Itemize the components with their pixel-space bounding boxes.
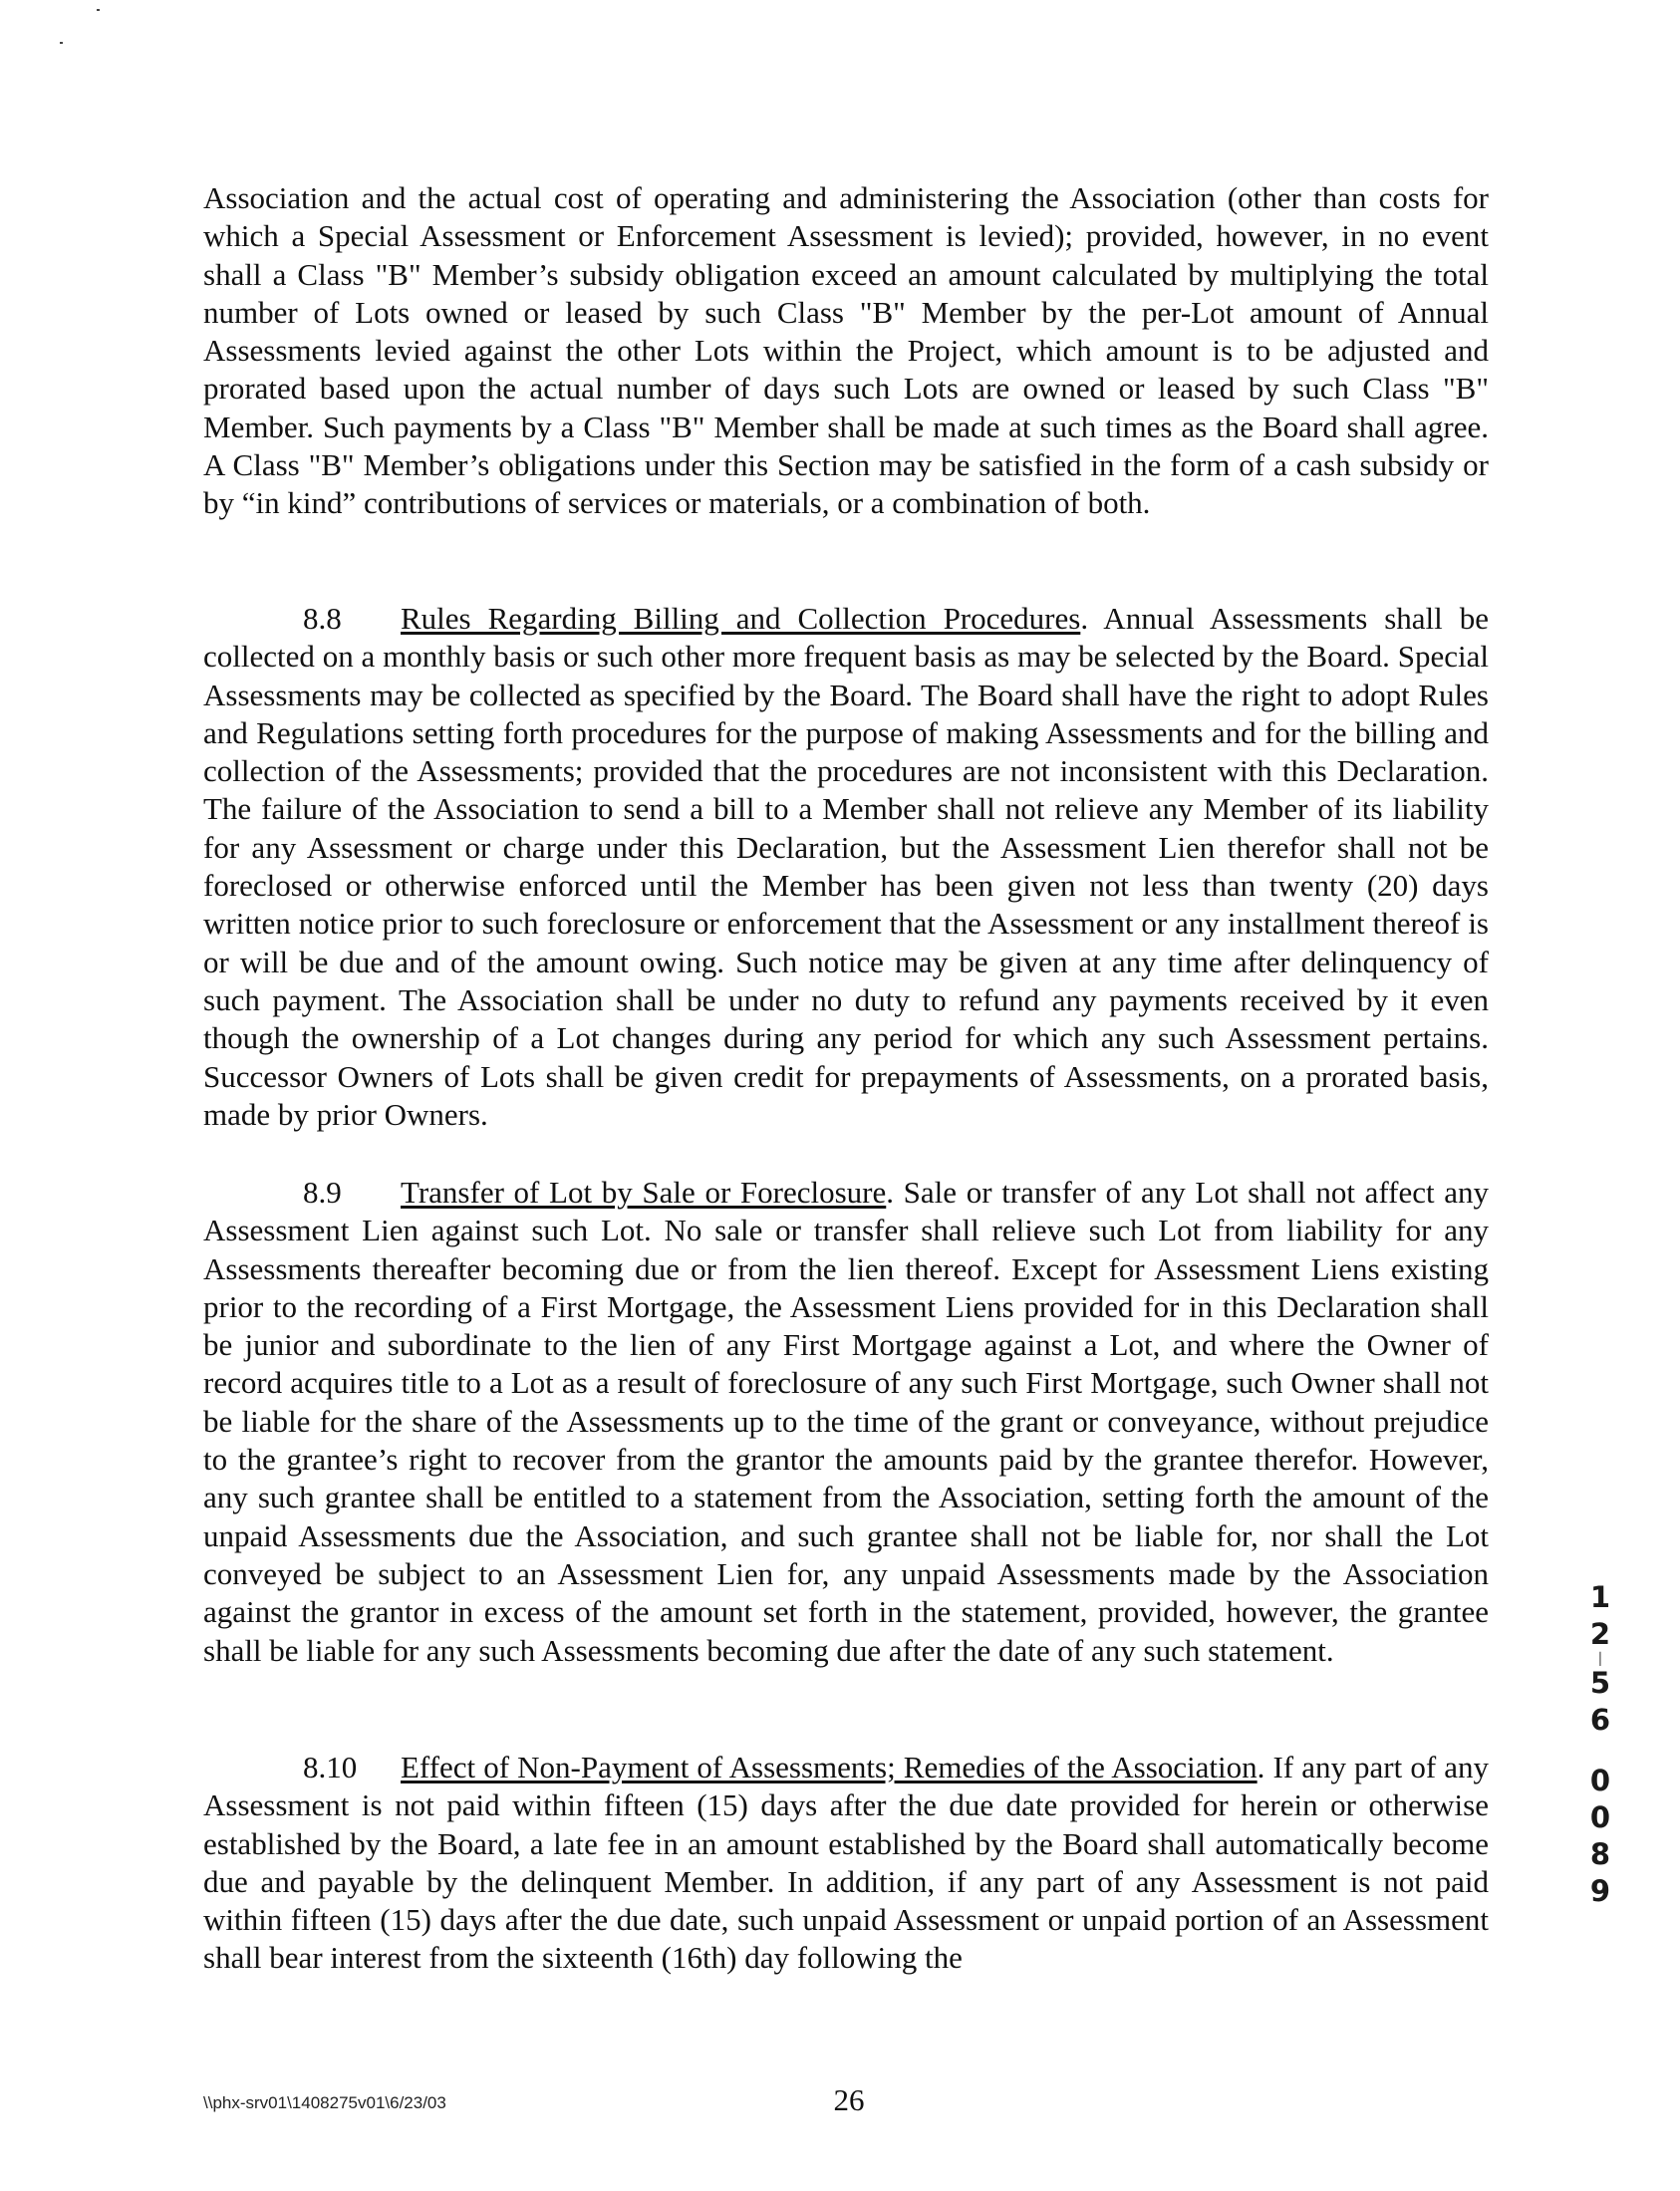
section-heading: Effect of Non-Payment of Assessments; Remedies of the Association (401, 1750, 1258, 1784)
section-8-10-paragraph (203, 1749, 1489, 1978)
section-number: 8.10 (303, 1750, 358, 1784)
stamp-digit: 5 (1589, 1666, 1611, 1700)
stamp-digit: 8 (1589, 1837, 1611, 1871)
section-8-9-paragraph (203, 1174, 1489, 1670)
section-number: 8.9 (303, 1175, 342, 1210)
stamp-gap (1582, 1739, 1618, 1763)
recording-stamp (1582, 1579, 1618, 1910)
paragraph-continued (203, 179, 1489, 523)
section-number: 8.8 (303, 601, 342, 636)
scan-speck (60, 42, 63, 44)
paragraph-text: . Sale or transfer of any Lot shall not affect any Assessment Lien against such Lot. No sale or transfer shall relieve such Lot from liability for any Assessments thereafter becoming due or from the lien thereof. Except for Assessment Liens existing prior to the recording of a First Mortgage, the Assessment Liens provided for in this Declaration shall be junior and subordinate to the lien of any First Mortgage against a Lot, and where the Owner of record acquires title to a Lot as a result of foreclosure of any such First Mortgage, such Owner shall not be liable for the share of the Assessments up to the time of the grant or conveyance, without prejudice to the grantee’s right to recover from the grantor the amounts paid by the grantee therefor. However, any such grantee shall be entitled to a statement from the Association, setting forth the amount of the unpaid Assessments due the Association, and such grantee shall not be liable for, nor shall the Lot conveyed be subject to an Assessment Lien for, any unpaid Assessments made by the Association against the grantor in excess of the amount set forth in the statement, provided, however, the grantee shall be liable for any such Assessments becoming due after the date of any such statement. (203, 1175, 1489, 1668)
stamp-digit: 0 (1589, 1764, 1611, 1797)
section-heading: Transfer of Lot by Sale or Foreclosure (401, 1175, 887, 1210)
stamp-digit: 9 (1589, 1874, 1611, 1908)
scan-speck (97, 9, 100, 11)
paragraph-text: . Annual Assessments shall be collected on a monthly basis or such other more frequent basis as may be selected by the Board. Special Assessments may be collected as specified by the Board. The Board shall have the right to adopt Rules and Regulations setting forth procedures for the purpose of making Assessments and for the billing and collection of the Assessments; provided that the procedures are not inconsistent with this Declaration. The failure of the Association to send a bill to a Member shall not relieve any Member of its liability for any Assessment or charge under this Declaration, but the Assessment Lien therefor shall not be foreclosed or otherwise enforced until the Member has been given not less than twenty (20) days written notice prior to such foreclosure or enforcement that the Assessment or any installment thereof is or will be due and of the amount owing. Such notice may be given at any time after delinquency of such payment. The Association shall be under no duty to refund any payments received by it even though the ownership of a Lot changes during any period for which any such Assessment pertains. Successor Owners of Lots shall be given credit for prepayments of Assessments, on a prorated basis, made by prior Owners. (203, 601, 1489, 1132)
footer-file-path: \\phx-srv01\1408275v01\6/23/03 (203, 2093, 446, 2112)
stamp-digit: 1 (1589, 1580, 1611, 1614)
stamp-digit: 6 (1589, 1703, 1611, 1737)
stamp-separator-mark: │ (1596, 1652, 1604, 1666)
section-heading: Rules Regarding Billing and Collection Procedures (401, 601, 1081, 636)
paragraph-text: . If any part of any Assessment is not paid within fifteen (15) days after the due date provided for herein or otherwise established by the Board, a late fee in an amount established by the Board shall automatically become due and payable by the delinquent Member. In addition, if any part of any Assessment is not paid within fifteen (15) days after the due date, such unpaid Assessment or unpaid portion of an Assessment shall bear interest from the sixteenth (16th) day following the (203, 1750, 1490, 1976)
section-8-8-paragraph (203, 600, 1489, 1134)
stamp-digit: 0 (1589, 1800, 1611, 1834)
paragraph-text: Association and the actual cost of operating and administering the Association (other than costs for which a Special Assessment or Enforcement Assessment is levied); provided, however, in no event shall a Class "B" Member’s subsidy obligation exceed an amount calculated by multiplying the total number of Lots owned or leased by such Class "B" Member by the per-Lot amount of Annual Assessments levied against the other Lots within the Project, which amount is to be adjusted and prorated based upon the actual number of days such Lots are owned or leased by such Class "B" Member. Such payments by a Class "B" Member shall be made at such times as the Board shall agree. A Class "B" Member’s obligations under this Section may be satisfied in the form of a cash subsidy or by “in kind” contributions of services or materials, or a combination of both. (203, 180, 1489, 521)
stamp-digit: 2 (1589, 1617, 1611, 1651)
page-number: 26 (833, 2082, 865, 2117)
